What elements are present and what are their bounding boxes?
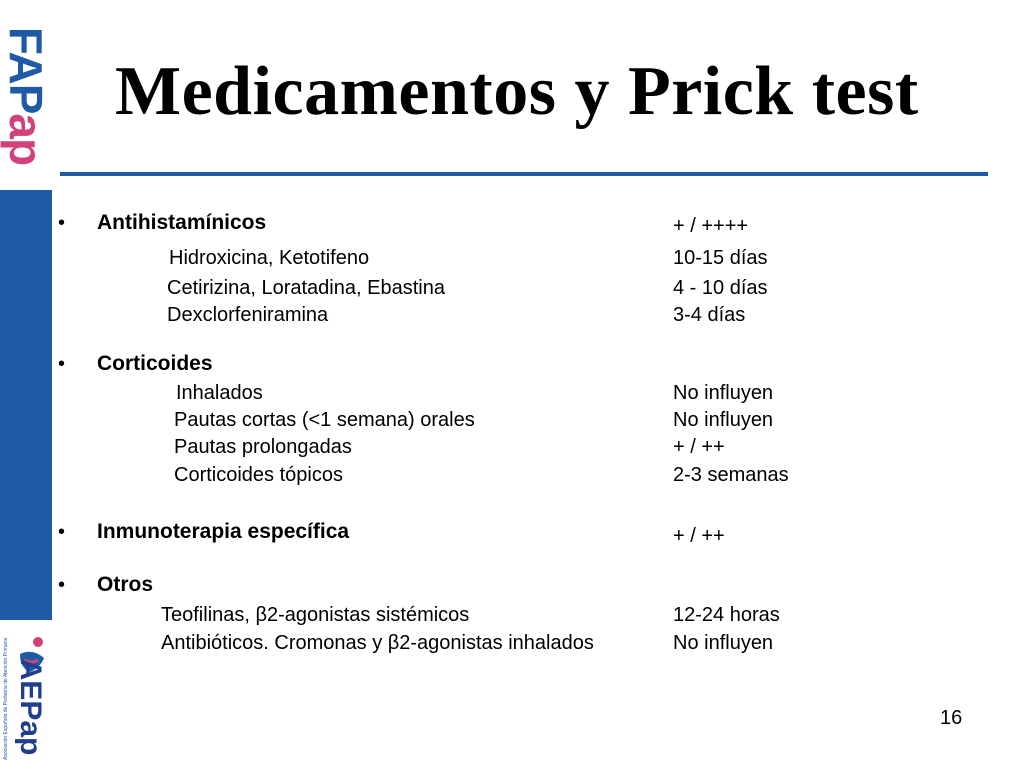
list-item-value: 10-15 días [673,247,768,269]
list-item-value: No influyen [673,382,774,404]
section-heading: Inmunoterapia específica [97,520,350,543]
aepap-logo-word: AEPap [14,658,47,756]
aepap-logo-small-text: Asociación Española de Pediatría de Atención Primaria [3,637,9,760]
page-number: 16 [940,707,963,729]
list-item-value: No influyen [673,409,774,431]
list-item-label: Hidroxicina, Ketotifeno [169,247,370,269]
list-item-label: Teofilinas, β2-agonistas sistémicos [161,604,470,626]
fapap-logo: FAPap [0,26,52,166]
section-heading-value: + / ++++ [673,215,749,237]
section-heading: Otros [97,573,154,596]
list-item-label: Pautas prolongadas [174,436,352,458]
list-item-value: + / ++ [673,436,725,458]
list-item-label: Cetirizina, Loratadina, Ebastina [167,277,445,299]
bullet-otros: • [58,574,66,596]
bullet-antihistaminicos: • [58,212,66,234]
list-item-value: 12-24 horas [673,604,780,626]
section-heading: Antihistamínicos [97,211,267,234]
list-item-value: 2-3 semanas [673,464,789,486]
title-underline [60,172,988,176]
list-item-value: No influyen [673,632,774,654]
list-item-label: Corticoides tópicos [174,464,343,486]
bullet-inmunoterapia: • [58,521,66,543]
section-heading: Corticoides [97,352,213,375]
slide-title: Medicamentos y Prick test [115,53,919,130]
list-item-label: Antibióticos. Cromonas y β2-agonistas inhalados [161,632,594,654]
list-item-label: Pautas cortas (<1 semana) orales [174,409,475,431]
fapap-logo-area [0,0,52,190]
list-item-label: Inhalados [176,382,263,404]
side-blue-bar [0,190,52,620]
list-item-value: 3-4 días [673,304,746,326]
bullet-corticoides: • [58,353,66,375]
list-item-value: 4 - 10 días [673,277,768,299]
list-item-label: Dexclorfeniramina [167,304,329,326]
section-heading-value: + / ++ [673,525,725,547]
